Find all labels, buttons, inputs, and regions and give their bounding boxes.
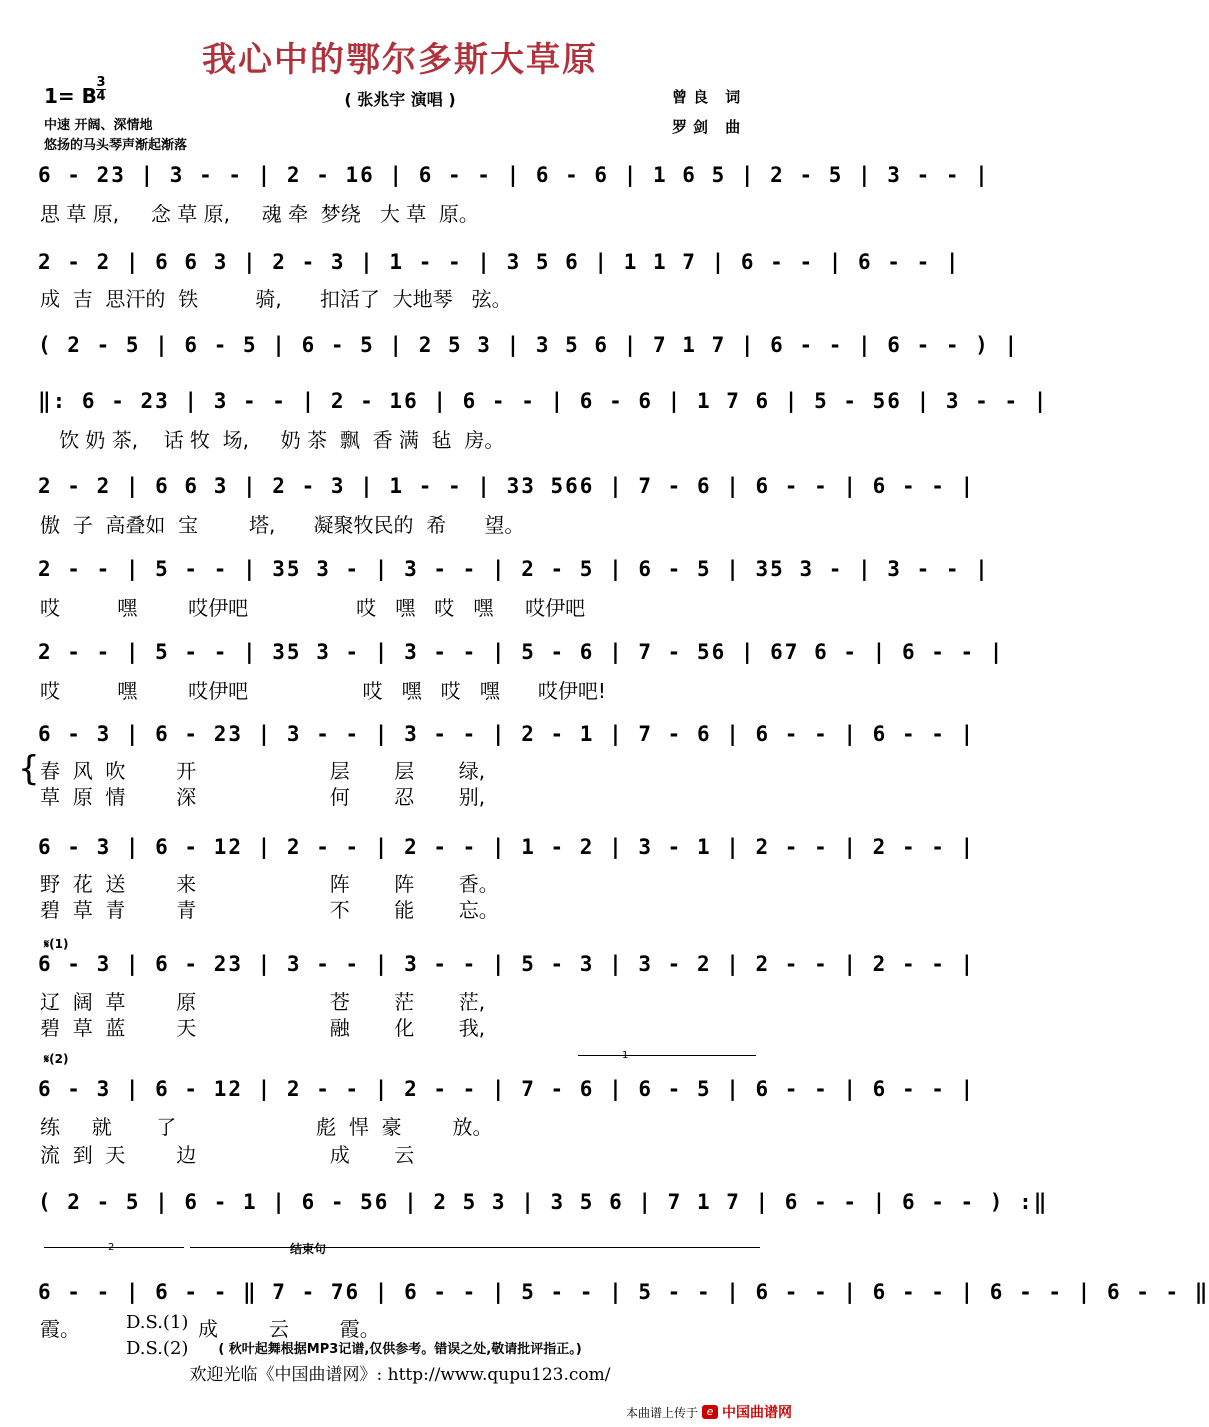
ending-label: 结束句 [290, 1242, 327, 1256]
verse-brace: { [18, 749, 40, 789]
score-line-6: 2 - - | 5 - - | 35 3 - | 3 - - | 2 - 5 | 6 - 5 | 35 3 - | 3 - - | [38, 557, 990, 581]
tempo-marking: 中速 开阔、深情地 [44, 118, 153, 133]
lyric-line-4: 饮 奶 茶, 话 牧 场, 奶 茶 飘 香 满 毡 房。 [40, 428, 505, 452]
score-line-9: 6 - 3 | 6 - 12 | 2 - - | 2 - - | 1 - 2 | 3 - 1 | 2 - - | 2 - - | [38, 835, 976, 859]
score-line-10: 6 - 3 | 6 - 23 | 3 - - | 3 - - | 5 - 3 | 3 - 2 | 2 - - | 2 - - | [38, 952, 976, 976]
score-line-3: ( 2 - 5 | 6 - 5 | 6 - 5 | 2 5 3 | 3 5 6 | 7 1 7 | 6 - - | 6 - - ) | [38, 333, 1020, 357]
singer-credit: ( 张兆宇 演唱 ) [344, 90, 456, 109]
lyric-line-1: 思 草 原, 念 草 原, 魂 牵 梦绕 大 草 原。 [40, 202, 479, 226]
score-line-7: 2 - - | 5 - - | 35 3 - | 3 - - | 5 - 6 | 7 - 56 | 67 6 - | 6 - - | [38, 640, 1005, 664]
lyric-line-5: 傲 子 高叠如 宝 塔, 凝聚牧民的 希 望。 [40, 513, 525, 537]
score-line-1: 6 - 23 | 3 - - | 2 - 16 | 6 - - | 6 - 6 | 1 6 5 | 2 - 5 | 3 - - | [38, 163, 990, 187]
key-signature: 1= B [44, 84, 97, 108]
volta-number-1: 1 [622, 1050, 629, 1061]
lyric-line-9a: 野 花 送 来 阵 阵 香。 [40, 872, 499, 896]
lyric-line-2: 成 吉 思汗的 铁 骑, 扣活了 大地琴 弦。 [40, 287, 512, 311]
footnote: ( 秋叶起舞根据MP3记谱,仅供参考。错误之处,敬请批评指正。) [218, 1342, 582, 1357]
lyric-line-11a: 练 就 了 彪 悍 豪 放。 [40, 1115, 493, 1139]
score-line-4: ‖: 6 - 23 | 3 - - | 2 - 16 | 6 - - | 6 - 6 | 1 7 6 | 5 - 56 | 3 - - | [38, 389, 1049, 413]
meter-bottom: 4 [96, 89, 106, 104]
score-line-2: 2 - 2 | 6 6 3 | 2 - 3 | 1 - - | 3 5 6 | 1 1 7 | 6 - - | 6 - - | [38, 250, 961, 274]
ending-lyric: 成 云 霞。 [198, 1317, 380, 1341]
lyric-line-8a: 春 风 吹 开 层 层 绿, [40, 759, 486, 783]
ds-1: D.S.(1) [126, 1312, 189, 1333]
ending-bracket [190, 1247, 760, 1248]
lyric-line-6: 哎 嘿 哎伊吧 哎 嘿 哎 嘿 哎伊吧 [40, 596, 586, 620]
song-title: 我心中的鄂尔多斯大草原 [202, 40, 598, 80]
lyric-line-11b: 流 到 天 边 成 云 [40, 1143, 415, 1167]
score-line-5: 2 - 2 | 6 6 3 | 2 - 3 | 1 - - | 33 566 | 7 - 6 | 6 - - | 6 - - | [38, 474, 976, 498]
segno-2: 𝄋(2) [44, 1052, 69, 1066]
score-line-11: 6 - 3 | 6 - 12 | 2 - - | 2 - - | 7 - 6 | 6 - 5 | 6 - - | 6 - - | [38, 1077, 976, 1101]
welcome-text: 欢迎光临《中国曲谱网》: http://www.qupu123.com/ [189, 1365, 611, 1385]
logo-icon: e [702, 1405, 718, 1419]
meter-top: 3 [96, 75, 106, 90]
volta-number-2: 2 [108, 1242, 115, 1253]
upload-attribution [626, 1402, 792, 1422]
expression-marking: 悠扬的马头琴声渐起渐落 [44, 138, 188, 153]
lyric-line-10b: 碧 草 蓝 天 融 化 我, [40, 1016, 486, 1040]
uploaded-label: 本曲谱上传于 [625, 1405, 698, 1420]
segno-1: 𝄋(1) [44, 937, 69, 951]
composer-credit: 罗剑 曲 [672, 118, 747, 136]
lyric-line-8b: 草 原 情 深 何 忍 别, [40, 785, 486, 809]
lyricist-credit: 曾良 词 [672, 88, 747, 106]
score-line-13: 6 - - | 6 - - ‖ 7 - 76 | 6 - - | 5 - - | 5 - - | 6 - - | 6 - - | 6 - - | 6 - - ‖ [38, 1280, 1209, 1304]
score-line-8: 6 - 3 | 6 - 23 | 3 - - | 3 - - | 2 - 1 | 7 - 6 | 6 - - | 6 - - | [38, 722, 976, 746]
lyric-line-9b: 碧 草 青 青 不 能 忘。 [40, 898, 499, 922]
lyric-line-7: 哎 嘿 哎伊吧 哎 嘿 哎 嘿 哎伊吧! [40, 679, 606, 703]
score-line-12: ( 2 - 5 | 6 - 1 | 6 - 56 | 2 5 3 | 3 5 6 | 7 1 7 | 6 - - | 6 - - ) :‖ [38, 1190, 1049, 1214]
lyric-line-10a: 辽 阔 草 原 苍 茫 茫, [40, 990, 486, 1014]
lyric-line-13: 霞。 [40, 1317, 80, 1341]
ds-2: D.S.(2) [126, 1338, 189, 1359]
site-logo-text: 中国曲谱网 [722, 1405, 792, 1421]
volta-bracket-1 [578, 1055, 756, 1056]
